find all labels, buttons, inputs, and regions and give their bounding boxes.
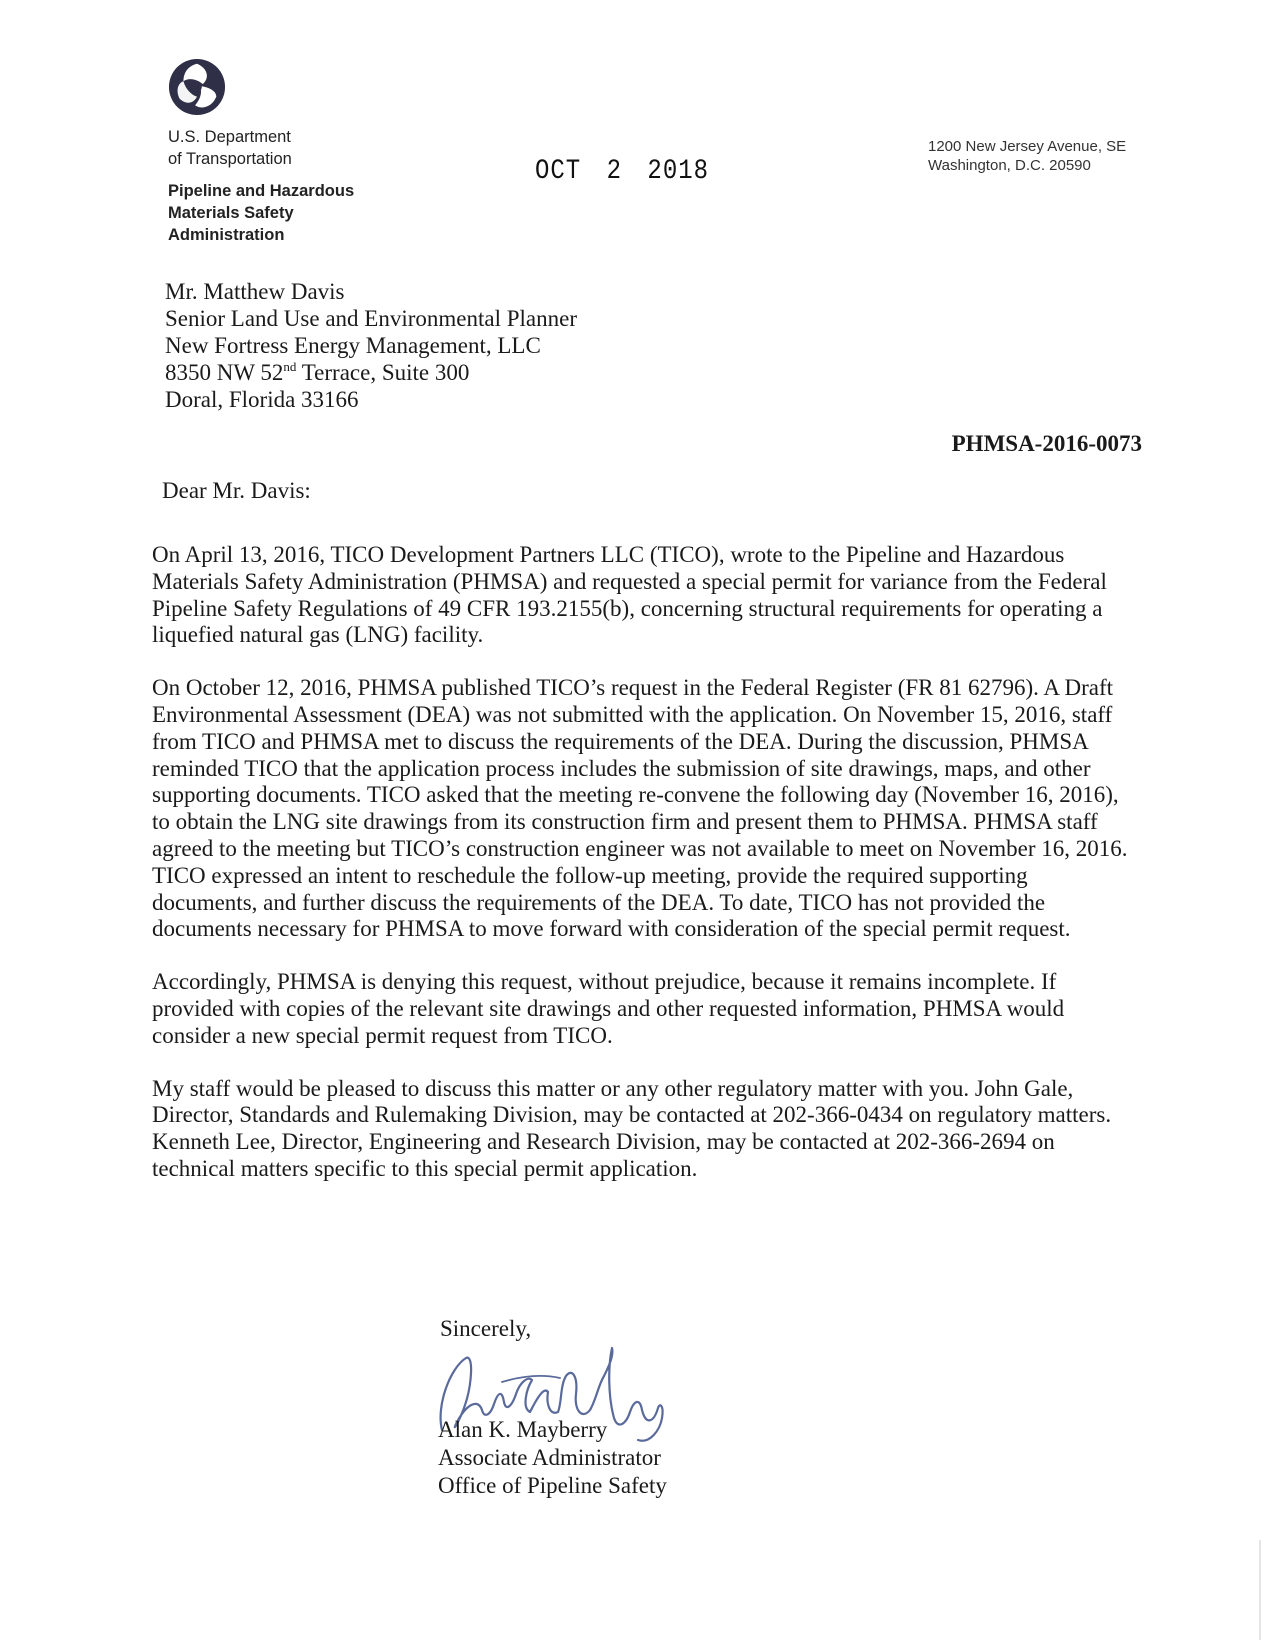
salutation: Dear Mr. Davis: [162,478,311,503]
letterhead-address [928,137,1126,175]
administration-line: Administration [168,226,285,244]
signer-name: Alan K. Mayberry [438,1417,608,1442]
administration-line: Pipeline and Hazardous [168,182,355,200]
docket-number: PHMSA-2016-0073 [951,431,1142,456]
body-paragraph: Accordingly, PHMSA is denying this request, without prejudice, because it remains incomplete. If provided with copies of the relevant site drawings and other requested information, PHMSA would consider a new special permit request from TICO. [152,969,1065,1048]
administration-name [168,180,354,246]
street-prefix: 8350 NW 52 [165,360,284,385]
closing: Sincerely, [440,1316,532,1341]
signature-block [438,1416,667,1500]
scan-edge-mark [1259,1540,1261,1640]
administration-line: Materials Safety [168,204,294,222]
letter-body [152,542,1130,1209]
department-line: U.S. Department [168,128,291,146]
signer-office: Office of Pipeline Safety [438,1473,667,1498]
recipient-title: Senior Land Use and Environmental Planner [165,306,577,331]
dot-logo-icon [168,58,226,116]
recipient-block [165,278,577,413]
body-paragraph: My staff would be pleased to discuss this matter or any other regulatory matter with you. John Gale, Director, Standards and Rulemaking Division, may be contacted at 202-366-0434 on regulatory matters. Kenneth Lee, Director, Engineering and Research Division, may be contacted at 202-366-2694 on technical matters specific to this special permit application. [152,1075,1112,1181]
address-line: 1200 New Jersey Avenue, SE [928,138,1127,155]
body-paragraph: On April 13, 2016, TICO Development Partners LLC (TICO), wrote to the Pipeline and Hazardous Materials Safety Administration (PHMSA) and requested a special permit for variance from the Federal Pipeline Safety Regulations of 49 CFR 193.2155(b), concerning structural requirements for operating a liquefied natural gas (LNG) facility. [152,542,1107,648]
street-suffix: Terrace, Suite 300 [296,360,470,385]
street-ordinal: nd [283,359,297,374]
recipient-company: New Fortress Energy Management, LLC [165,333,541,358]
recipient-city: Doral, Florida 33166 [165,387,359,412]
recipient-street [165,359,577,386]
date-stamp: OCT 2 2018 [535,155,710,188]
department-name [168,126,292,170]
address-line: Washington, D.C. 20590 [928,157,1091,174]
recipient-name: Mr. Matthew Davis [165,279,345,304]
signer-title: Associate Administrator [438,1445,661,1470]
department-line: of Transportation [168,150,292,168]
body-paragraph: On October 12, 2016, PHMSA published TICO’s request in the Federal Register (FR 81 62796). A Draft Environmental Assessment (DEA) was not submitted with the application. On November 15, 2016, staff from TICO and PHMSA met to discuss the requirements of the DEA. During the discussion, PHMSA reminded TICO that the application process includes the submission of site drawings, maps, and other supporting documents. TICO asked that the meeting re-convene the following day (November 16, 2016), to obtain the LNG site drawings from its construction firm and present them to PHMSA. PHMSA staff agreed to the meeting but TICO’s construction engineer was not available to meet on November 16, 2016. TICO expressed an intent to reschedule the follow-up meeting, provide the required supporting documents, and further discuss the requirements of the DEA. To date, TICO has not provided the documents necessary for PHMSA to move forward with consideration of the special permit request. [152,675,1128,942]
